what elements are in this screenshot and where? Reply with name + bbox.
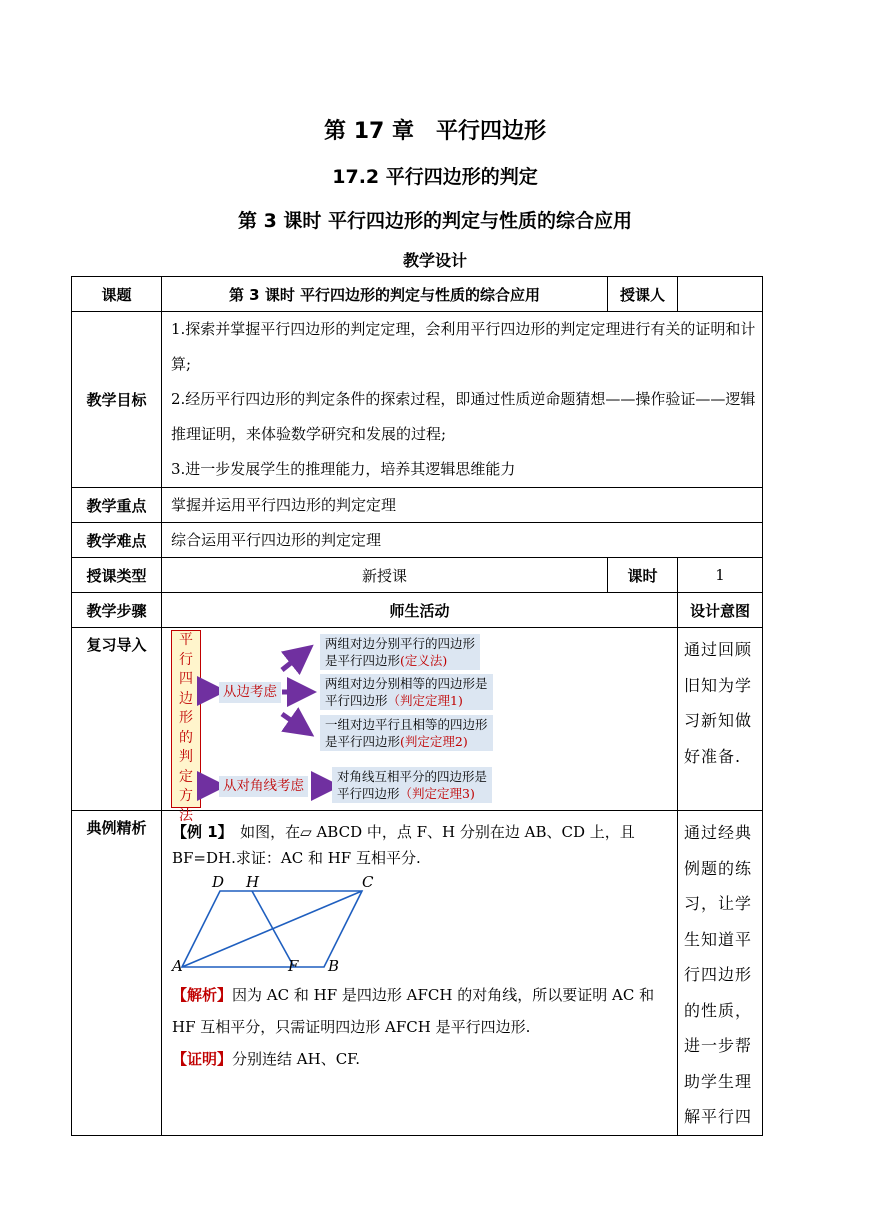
review-intent: 通过回顾 旧知为学 习新知做 好准备. xyxy=(678,628,763,811)
goals-label: 教学目标 xyxy=(72,312,162,488)
proof-text: 分别连结 AH、CF. xyxy=(232,1050,361,1068)
section-title: 17.2 平行四边形的判定 xyxy=(332,166,538,188)
goals-list xyxy=(162,312,763,488)
type-value: 新授课 xyxy=(162,558,608,593)
goals-row xyxy=(72,312,763,488)
difficulty-label: 教学难点 xyxy=(72,523,162,558)
goal-item: 3.进一步发展学生的推理能力，培养其逻辑思维能力 xyxy=(171,460,516,478)
arrow-theorem2 xyxy=(282,714,302,728)
goal-item: 1.探索并掌握平行四边形的判定定理，会利用平行四边形的判定定理进行有关的证明和计算; xyxy=(171,320,756,373)
type-row xyxy=(72,558,763,593)
topic-value: 第 3 课时 平行四边形的判定与性质的综合应用 xyxy=(162,277,608,312)
example-tag: 【例 1】 xyxy=(172,823,226,841)
parallelogram-figure: D H C A F B xyxy=(172,873,374,975)
review-label: 复习导入 xyxy=(72,628,162,811)
proof-tag: 【证明】 xyxy=(172,1050,233,1068)
difficulty-value: 综合运用平行四边形的判定定理 xyxy=(162,523,763,558)
lesson-title: 第 3 课时 平行四边形的判定与性质的综合应用 xyxy=(237,210,633,232)
example-problem: 如图，在▱ ABCD 中，点 F、H 分别在边 AB、CD 上，且 BF=DH.求证：AC 和 HF 互相平分. xyxy=(172,823,635,867)
topic-row xyxy=(72,277,763,312)
example-content xyxy=(162,811,678,1136)
key-row xyxy=(72,488,763,523)
intent-label: 设计意图 xyxy=(678,593,763,628)
steps-label: 教学步骤 xyxy=(72,593,162,628)
difficulty-row xyxy=(72,523,763,558)
concept-map xyxy=(162,628,677,824)
goal-item: 2.经历平行四边形的判定条件的探索过程，即通过性质逆命题猜想——操作验证——逻辑推理证明，来体验数学研究和发展的过程; xyxy=(171,390,756,443)
diagonal-consider-box: 从对角线考虑 xyxy=(219,776,308,797)
analysis-text: 因为 AC 和 HF 是四边形 AFCH 的对角线，所以要证明 AC 和 HF 互相平分，只需证明四边形 AFCH 是平行四边形. xyxy=(172,986,655,1036)
activity-label: 师生活动 xyxy=(162,593,678,628)
example-intent: 通过经典 例题的练 习，让学 生知道平 行四边形 的性质， 进一步帮 助学生理 解平行四 xyxy=(678,811,763,1136)
hours-label: 课时 xyxy=(608,558,678,593)
key-label: 教学重点 xyxy=(72,488,162,523)
criterion-theorem1: 两组对边分别相等的四边形是 平行四边形（判定定理1) xyxy=(320,674,493,710)
criterion-theorem3: 对角线互相平分的四边形是 平行四边形（判定定理3) xyxy=(332,767,492,803)
steps-header-row xyxy=(72,593,763,628)
criterion-definition: 两组对边分别平行的四边形 是平行四边形(定义法) xyxy=(320,634,480,670)
topic-label: 课题 xyxy=(72,277,162,312)
review-activity xyxy=(162,628,678,824)
example-label: 典例精析 xyxy=(72,811,162,1136)
type-label: 授课类型 xyxy=(72,558,162,593)
hours-value: 1 xyxy=(678,558,763,593)
chapter-title: 第 17 章 平行四边形 xyxy=(324,119,546,144)
criterion-theorem2: 一组对边平行且相等的四边形 是平行四边形(判定定理2) xyxy=(320,715,493,751)
methods-vertical-label: 平 行 四 边 形 的 判 定 方 法 xyxy=(171,630,201,808)
review-row xyxy=(72,628,763,811)
arrow-definition xyxy=(282,654,302,670)
side-consider-box: 从边考虑 xyxy=(219,682,281,703)
key-value: 掌握并运用平行四边形的判定定理 xyxy=(162,488,763,523)
analysis-tag: 【解析】 xyxy=(172,986,233,1004)
lesson-plan-table xyxy=(71,276,763,1136)
teacher-value xyxy=(678,277,763,312)
teacher-label: 授课人 xyxy=(608,277,678,312)
example-row xyxy=(72,811,763,1136)
design-title: 教学设计 xyxy=(402,251,467,270)
